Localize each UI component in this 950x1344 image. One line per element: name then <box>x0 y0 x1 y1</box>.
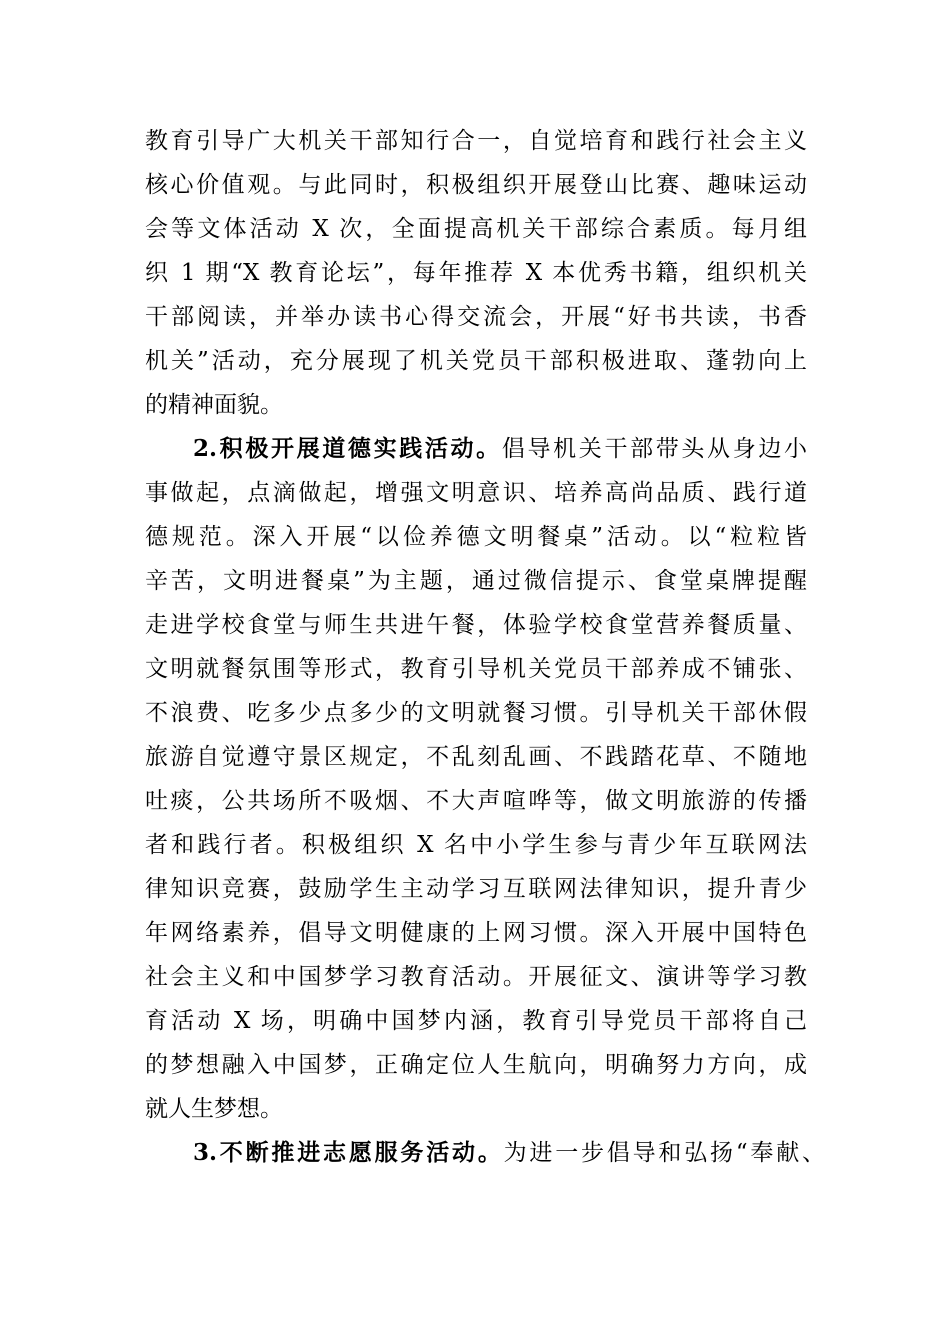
paragraph-2-line-8: 旅游自觉遵守景区规定，不乱刻乱画、不践踏花草、不随地 <box>145 744 807 770</box>
paragraph-2-line-4: 辛苦，文明进餐桌”为主题，通过微信提示、食堂桌牌提醒 <box>145 568 807 594</box>
paragraph-1-line-4: 织 1 期“X 教育论坛”，每年推荐 X 本优秀书籍，组织机关 <box>145 260 807 286</box>
paragraph-3-heading: 3.不断推进志愿服务活动。 <box>193 1139 504 1166</box>
paragraph-2-heading: 2.积极开展道德实践活动。 <box>193 435 502 462</box>
paragraph-2-line-2: 事做起，点滴做起，增强文明意识、培养高尚品质、践行道 <box>145 480 807 506</box>
paragraph-2-line-3: 德规范。深入开展“以俭养德文明餐桌”活动。以“粒粒皆 <box>145 524 807 550</box>
paragraph-2-line-12: 年网络素养，倡导文明健康的上网习惯。深入开展中国特色 <box>145 920 807 946</box>
paragraph-1-line-2: 核心价值观。与此同时，积极组织开展登山比赛、趣味运动 <box>145 172 807 198</box>
paragraph-2-line-6: 文明就餐氛围等形式，教育引导机关党员干部养成不铺张、 <box>145 656 807 682</box>
paragraph-2-line-15: 的梦想融入中国梦，正确定位人生航向，明确努力方向，成 <box>145 1052 807 1078</box>
paragraph-1-line-3: 会等文体活动 X 次，全面提高机关干部综合素质。每月组 <box>145 216 807 242</box>
paragraph-1-line-1: 教育引导广大机关干部知行合一，自觉培育和践行社会主义 <box>145 128 807 154</box>
paragraph-2-line-10: 者和践行者。积极组织 X 名中小学生参与青少年互联网法 <box>145 832 807 858</box>
paragraph-2-line-11: 律知识竞赛，鼓励学生主动学习互联网法律知识，提升青少 <box>145 876 807 902</box>
paragraph-1-line-6: 机关”活动，充分展现了机关党员干部积极进取、蓬勃向上 <box>145 348 807 374</box>
paragraph-2-first-line-text: 倡导机关干部带头从身边小 <box>501 436 808 462</box>
paragraph-1-line-5: 干部阅读，并举办读书心得交流会，开展“好书共读，书香 <box>145 304 807 330</box>
paragraph-2-line-16: 就人生梦想。 <box>145 1096 283 1122</box>
paragraph-2-line-13: 社会主义和中国梦学习教育活动。开展征文、演讲等学习教 <box>145 964 807 990</box>
paragraph-2-line-7: 不浪费、吃多少点多少的文明就餐习惯。引导机关干部休假 <box>145 700 807 726</box>
paragraph-1-line-7: 的精神面貌。 <box>145 392 283 418</box>
paragraph-2-line-9: 吐痰，公共场所不吸烟、不大声喧哗等，做文明旅游的传播 <box>145 788 807 814</box>
paragraph-2-line-5: 走进学校食堂与师生共进午餐，体验学校食堂营养餐质量、 <box>145 612 807 638</box>
paragraph-3-first-line-text: 为进一步倡导和弘扬“奉献、 <box>503 1140 825 1166</box>
paragraph-2-line-14: 育活动 X 场，明确中国梦内涵，教育引导党员干部将自己 <box>145 1008 807 1034</box>
paragraph-2-line-1 <box>193 434 807 464</box>
paragraph-3-line-1 <box>193 1138 825 1168</box>
